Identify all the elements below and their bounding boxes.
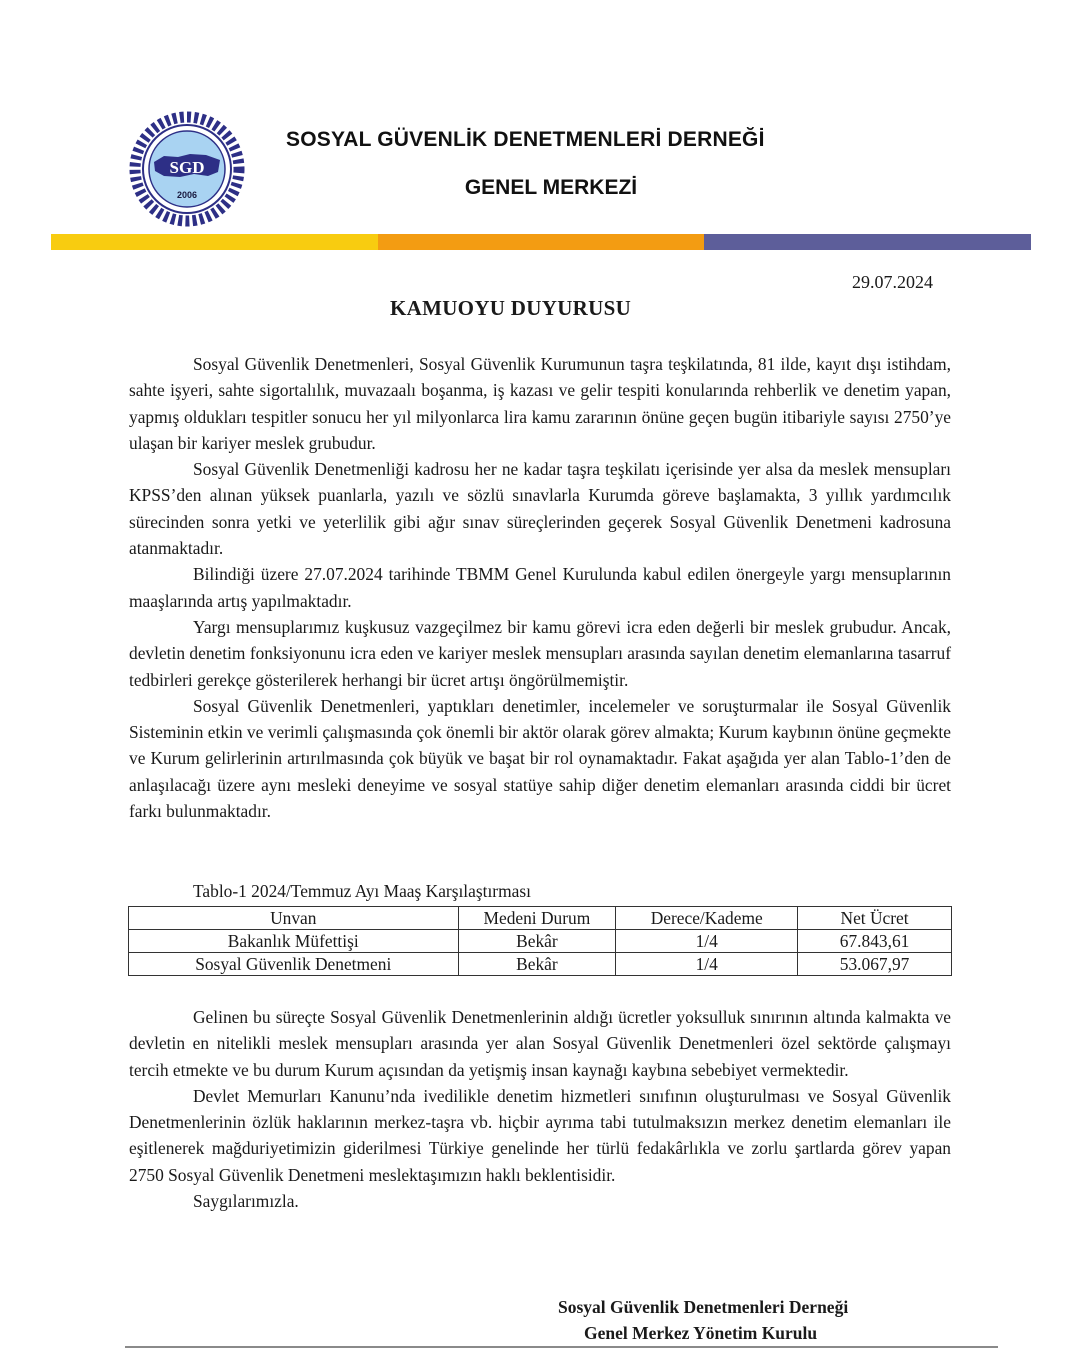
table-cell: Bekâr	[458, 930, 616, 953]
paragraph: Yargı mensuplarımız kuşkusuz vazgeçilmez bir kamu görevi icra eden değerli bir meslek grubudur. Ancak, devletin denetim fonksiyonunu icra eden ve kariyer meslek mensupları arasında sayılan denetim elemanlarına tasarruf tedbirleri gerekçe gösterilerek herhangi bir ücret artışı öngörülmemiştir.	[129, 616, 951, 690]
column-header: Medeni Durum	[458, 907, 616, 930]
signature-organization: Sosyal Güvenlik Denetmenleri Derneği	[558, 1297, 849, 1317]
document-body	[129, 351, 951, 824]
paragraph: Devlet Memurları Kanunu’nda ivedilikle denetim hizmetleri sınıfının oluşturulması ve Sosyal Güvenlik Denetmenlerinin özlük haklarının merkez-taşra vb. hiçbir ayrıma tabi tutulmaksızın merkez denetim elemanları ile eşitlenerek mağduriyetimizin giderilmesi Türkiye genelinde her türlü fedakârlıkla ve zorlu şartlarda görev yapan 2750 Sosyal Güvenlik Denetmeni meslektaşımızın haklı beklentisidir.	[129, 1085, 951, 1185]
sgd-emblem-icon	[128, 110, 246, 228]
signature-board: Genel Merkez Yönetim Kurulu	[584, 1323, 818, 1343]
table-cell: Bekâr	[458, 953, 616, 976]
band-segment-orange	[378, 234, 705, 250]
document-title: KAMUOYU DUYURUSU	[390, 296, 632, 320]
column-header: Unvan	[129, 907, 459, 930]
table-cell: Sosyal Güvenlik Denetmeni	[129, 953, 459, 976]
paragraph: Sosyal Güvenlik Denetmenleri, Sosyal Güvenlik Kurumunun taşra teşkilatında, 81 ilde, kayıt dışı istihdam, sahte işyeri, sahte sigortalılık, muvazaalı boşanma, iş kazası ve gelir tespiti konularında rehberlik ve denetim yapan, yapmış oldukları tespitler sonucu her yıl milyonlarca lira kamu zararının önüne geçen bugün itibariyle sayısı 2750’ye ulaşan bir kariyer meslek grubudur.	[129, 354, 951, 453]
table-cell: 53.067,97	[798, 953, 952, 976]
table-cell: 1/4	[616, 953, 798, 976]
column-header: Derece/Kademe	[616, 907, 798, 930]
organization-name: SOSYAL GÜVENLİK DENETMENLERİ DERNEĞİ	[286, 128, 765, 151]
table-cell: Bakanlık Müfettişi	[129, 930, 459, 953]
paragraph: Bilindiği üzere 27.07.2024 tarihinde TBMM Genel Kurulunda kabul edilen önergeyle yargı mensuplarının maaşlarında artış yapılmaktadır.	[129, 564, 951, 611]
paragraph: Sosyal Güvenlik Denetmenleri, yaptıkları denetimler, incelemeler ve soruşturmalar ile Sosyal Güvenlik Sisteminin etkin ve verimli çalışmasında çok önemli bir aktör olarak görev almakta; Kurum kaybının önüne geçmekte ve Kurum gelirlerinin artırılmasında çok büyük ve başat bir rol oynamaktadır. Fakat aşağıda yer alan Tablo-1’den de anlaşılacağı üzere aynı mesleki deneyime ve sosyal statüye sahip diğer denetim elemanları arasında ciddi bir ücret farkı bulunmaktadır.	[129, 695, 951, 822]
svg-text:2006: 2006	[176, 190, 198, 200]
salary-comparison-table	[128, 906, 952, 976]
document-date: 29.07.2024	[852, 272, 933, 292]
svg-text:SGD: SGD	[169, 158, 205, 177]
paragraph: Sosyal Güvenlik Denetmenliği kadrosu her ne kadar taşra teşkilatı içerisinde yer alsa da meslek mensupları KPSS’den alınan yüksek puanlarla, yazılı ve sözlü sınavlarla Kurumda göreve başlamakta, 3 yıllık yardımcılık sürecinden sonra yetki ve yeterlilik gibi ağır sınav süreçlerinden geçerek Sosyal Güvenlik Denetmeni kadrosuna atanmaktadır.	[129, 459, 951, 559]
table-cell: 67.843,61	[798, 930, 952, 953]
table-row	[129, 953, 952, 976]
column-header: Net Ücret	[798, 907, 952, 930]
organization-unit: GENEL MERKEZİ	[464, 176, 638, 199]
band-segment-purple	[704, 234, 1031, 250]
paragraph: Gelinen bu süreçte Sosyal Güvenlik Denetmenlerinin aldığı ücretler yoksulluk sınırının altında kalmakta ve devletin en nitelikli meslek mensupları arasında yer alan Sosyal Güvenlik Denetmenleri özel sektörde çalışmayı tercih etmekte ve bu durum Kurum açısından da yetişmiş insan kaynağı kaybına sebebiyet vermektedir.	[129, 1007, 951, 1080]
table-row	[129, 930, 952, 953]
document-body-continued	[129, 1004, 951, 1214]
table-header-row	[129, 907, 952, 930]
table-cell: 1/4	[616, 930, 798, 953]
header-color-band	[51, 234, 1031, 250]
closing-salutation: Saygılarımızla.	[193, 1191, 299, 1212]
table-caption: Tablo-1 2024/Temmuz Ayı Maaş Karşılaştırması	[193, 881, 531, 901]
band-segment-yellow	[51, 234, 378, 250]
